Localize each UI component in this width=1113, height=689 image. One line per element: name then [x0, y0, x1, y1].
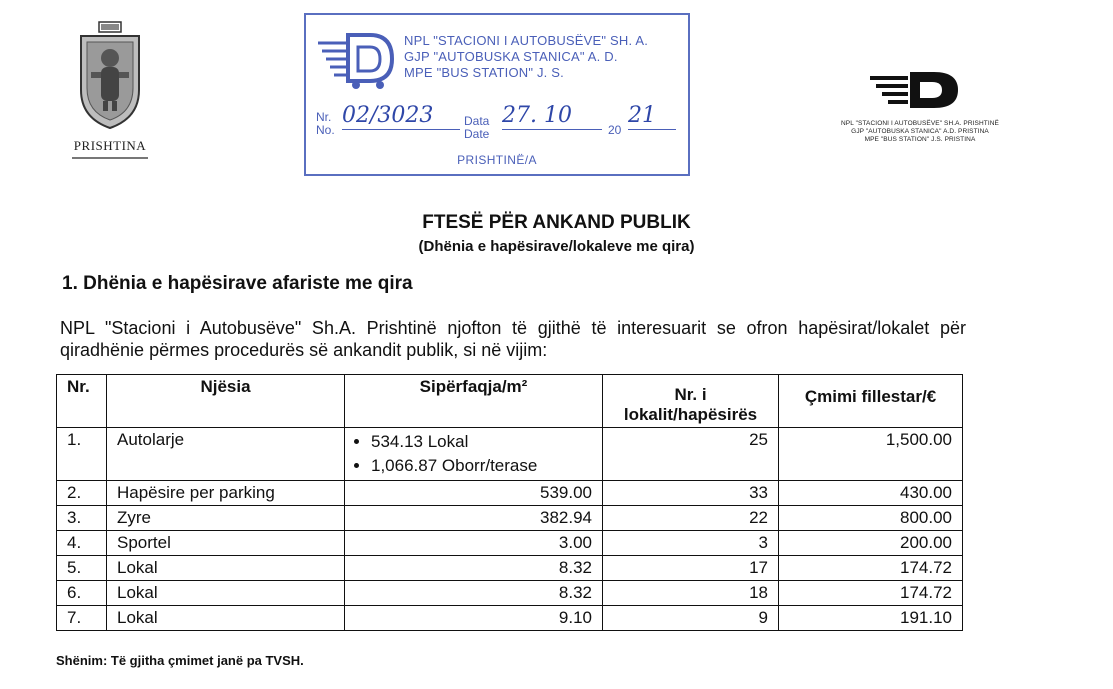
intro-paragraph: NPL "Stacioni i Autobusëve" Sh.A. Prishtinë njofton të gjithë të interesuarit se ofron hapësirat/lokalet për qiradhënie përmes procedurës së ankandit publik, si në vijim:	[60, 318, 966, 360]
date-label: Date	[464, 127, 490, 141]
stamp-handwritten-date: 27. 10	[502, 103, 602, 130]
cell-unit: Zyre	[107, 506, 345, 531]
data-label: Data	[464, 114, 490, 128]
header-local-no: Nr. i lokalit/hapësirës	[603, 375, 779, 428]
header-area: Sipërfaqja/m²	[345, 375, 603, 428]
table-row	[57, 606, 963, 631]
cell-local-no: 3	[603, 531, 779, 556]
table-row	[57, 531, 963, 556]
cell-price: 800.00	[779, 506, 963, 531]
stamp-city: PRISHTINË/A	[457, 153, 537, 167]
table-row	[57, 506, 963, 531]
cell-price: 174.72	[779, 556, 963, 581]
stamp-line: NPL "STACIONI I AUTOBUSËVE" SH. A.	[404, 33, 649, 48]
logo-line: GJP "AUTOBUSKA STANICA" A.D. PRISTINA	[851, 128, 989, 135]
cell-area	[345, 428, 603, 481]
footnote: Shënim: Të gjitha çmimet janë pa TVSH.	[56, 653, 304, 668]
header-nr: Nr.	[57, 375, 107, 428]
logo-line: MPE "BUS STATION" J.S. PRISTINA	[864, 136, 976, 143]
area-list	[355, 430, 592, 478]
cell-nr: 7.	[57, 606, 107, 631]
stamp-organization-lines	[404, 33, 648, 81]
stamp-date-label	[464, 115, 489, 141]
cell-unit: Hapësire per parking	[107, 481, 345, 506]
divider	[72, 157, 148, 159]
cell-local-no: 33	[603, 481, 779, 506]
cell-unit: Autolarje	[107, 428, 345, 481]
company-logo	[820, 70, 1020, 144]
table-header-row	[57, 375, 963, 428]
section-heading: 1. Dhënia e hapësirave afariste me qira	[62, 273, 413, 294]
cell-unit: Sportel	[107, 531, 345, 556]
document-title: FTESË PËR ANKAND PUBLIK	[422, 212, 691, 233]
cell-nr: 4.	[57, 531, 107, 556]
coat-of-arms-city: PRISHTINA	[73, 138, 147, 153]
cell-area: 3.00	[345, 531, 603, 556]
cell-nr: 2.	[57, 481, 107, 506]
cell-price: 430.00	[779, 481, 963, 506]
cell-unit: Lokal	[107, 606, 345, 631]
rental-spaces-table	[56, 374, 963, 631]
cell-area: 9.10	[345, 606, 603, 631]
bus-station-logo-icon	[316, 29, 396, 93]
cell-price: 200.00	[779, 531, 963, 556]
cell-area: 8.32	[345, 581, 603, 606]
bus-logo-icon	[868, 70, 964, 114]
cell-nr: 6.	[57, 581, 107, 606]
cell-local-no: 25	[603, 428, 779, 481]
document-subtitle: (Dhënia e hapësirave/lokaleve me qira)	[418, 238, 695, 255]
stamp-handwritten-number: 02/3023	[342, 103, 460, 130]
cell-area: 382.94	[345, 506, 603, 531]
stamp-number-label	[316, 111, 335, 137]
table-row	[57, 481, 963, 506]
stamp-line: MPE "BUS STATION" J. S.	[404, 65, 564, 80]
cell-unit: Lokal	[107, 556, 345, 581]
stamp-year-prefix: 20	[608, 123, 622, 137]
cell-nr: 1.	[57, 428, 107, 481]
coat-of-arms-icon	[77, 20, 143, 132]
cell-local-no: 9	[603, 606, 779, 631]
company-logo-text	[820, 120, 1020, 144]
logo-line: NPL "STACIONI I AUTOBUSËVE" SH.A. PRISHTINË	[841, 120, 999, 127]
cell-price: 191.10	[779, 606, 963, 631]
cell-price: 1,500.00	[779, 428, 963, 481]
list-item: • 1,066.87 Oborr/terase	[371, 454, 592, 478]
table-row	[57, 556, 963, 581]
cell-unit: Lokal	[107, 581, 345, 606]
prishtina-coat-of-arms	[62, 20, 158, 180]
nr-label: Nr.	[316, 110, 332, 124]
table-row	[57, 428, 963, 481]
header-unit: Njësia	[107, 375, 345, 428]
list-item: • 534.13 Lokal	[371, 430, 592, 454]
no-label: No.	[316, 123, 335, 137]
registration-stamp	[304, 13, 690, 176]
header-price: Çmimi fillestar/€	[779, 375, 963, 428]
cell-local-no: 18	[603, 581, 779, 606]
cell-price: 174.72	[779, 581, 963, 606]
cell-area: 539.00	[345, 481, 603, 506]
cell-area: 8.32	[345, 556, 603, 581]
cell-local-no: 22	[603, 506, 779, 531]
cell-nr: 5.	[57, 556, 107, 581]
cell-nr: 3.	[57, 506, 107, 531]
table-row	[57, 581, 963, 606]
stamp-handwritten-year: 21	[628, 103, 676, 130]
stamp-line: GJP "AUTOBUSKA STANICA" A. D.	[404, 49, 618, 64]
cell-local-no: 17	[603, 556, 779, 581]
